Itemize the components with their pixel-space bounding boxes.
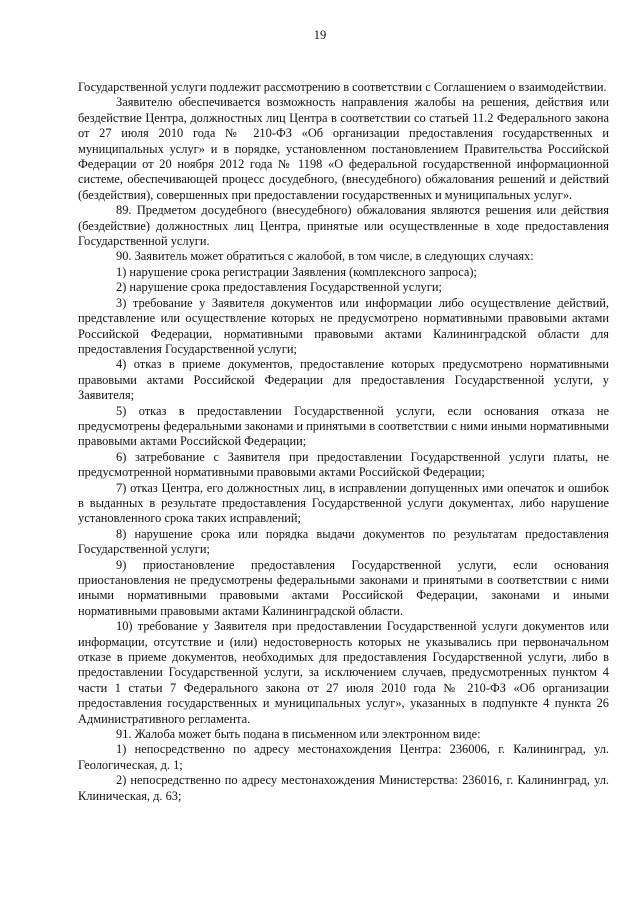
paragraph: 1) непосредственно по адресу местонахождения Центра: 236006, г. Калининград, ул. Геологическая, д. 1;	[78, 742, 609, 772]
paragraph: Заявителю обеспечивается возможность направления жалобы на решения, действия или бездействие Центра, должностных лиц Центра в соответствии со статьей 11.2 Федерального закона от 27 июля 2010 года № 210-ФЗ «Об организации предоставления государственных и муниципальных услуг» и в порядке, установленном постановлением Правительства Российской Федерации от 20 ноября 2012 года № 1198 «О федеральной государственной информационной системе, обеспечивающей процесс досудебного, (внесудебного) обжалования решений и действий (бездействия), совершенных при предоставлении государственных и муниципальных услуг».	[78, 95, 609, 202]
paragraph: 91. Жалоба может быть подана в письменном или электронном виде:	[116, 727, 481, 742]
paragraph: Государственной услуги подлежит рассмотрению в соответствии с Соглашением о взаимодействии.	[78, 80, 607, 94]
paragraph: 8) нарушение срока или порядка выдачи документов по результатам предоставления Государственной услуги;	[78, 526, 609, 557]
page-number: 19	[313, 28, 327, 42]
paragraph: 7) отказ Центра, его должностных лиц, в исправлении допущенных ими опечаток и ошибок в выданных в результате предоставления Государственной услуги документах, либо нарушение установленного срока таких исправлений;	[78, 480, 609, 526]
paragraph: 10) требование у Заявителя при предоставлении Государственной услуги документов или информации, отсутствие и (или) недостоверность которых не указывались при первоначальном отказе в приеме документов, необходимых для предоставления Государственной услуги, либо в предоставлении Государственной услуги, за исключением случаев, предусмотренных пунктом 4 части 1 статьи 7 Федерального закона от 27 июля 2010 года № 210-ФЗ «Об организации предоставления государственных и муниципальных услуг», указанных в подпункте 4 пункта 26 Административного регламента.	[78, 619, 609, 726]
paragraph: 90. Заявитель может обратиться с жалобой, в том числе, в следующих случаях:	[116, 249, 534, 264]
paragraph: 89. Предметом досудебного (внесудебного) обжалования являются решения или действия (бездействие) должностных лиц Центра, принятые или осуществленные в ходе предоставления Государственной услуги.	[78, 203, 609, 249]
paragraph: 3) требование у Заявителя документов или информации либо осуществление действий, представление или осуществление которых не предусмотрено нормативными правовыми актами Российской Федерации, нормативными правовыми актами Калининградской области для предоставления Государственной услуги;	[78, 295, 609, 356]
paragraph: 2) нарушение срока предоставления Государственной услуги;	[116, 280, 442, 295]
paragraph: 9) приостановление предоставления Государственной услуги, если основания приостановления не предусмотрены федеральными законами и принятыми в соответствии с ними иными нормативными правовыми актами Российской Федерации, законами и иными нормативными правовыми актами Калининградской области.	[78, 557, 609, 618]
paragraph: 1) нарушение срока регистрации Заявления (комплексного запроса);	[116, 264, 478, 279]
paragraph: 4) отказ в приеме документов, предоставление которых предусмотрено нормативными правовыми актами Российской Федерации для предоставления Государственной услуги, у Заявителя;	[78, 357, 609, 403]
paragraph: 6) затребование с Заявителя при предоставлении Государственной услуги платы, не предусмотренной нормативными правовыми актами Российской Федерации;	[78, 449, 609, 480]
document-body	[78, 80, 609, 804]
paragraph: 5) отказ в предоставлении Государственной услуги, если основания отказа не предусмотрены федеральными законами и принятыми в соответствии с ними иными нормативными правовыми актами Российской Федерации;	[78, 403, 609, 449]
paragraph: 2) непосредственно по адресу местонахождения Министерства: 236016, г. Калининград, ул. Клиническая, д. 63;	[78, 773, 609, 803]
